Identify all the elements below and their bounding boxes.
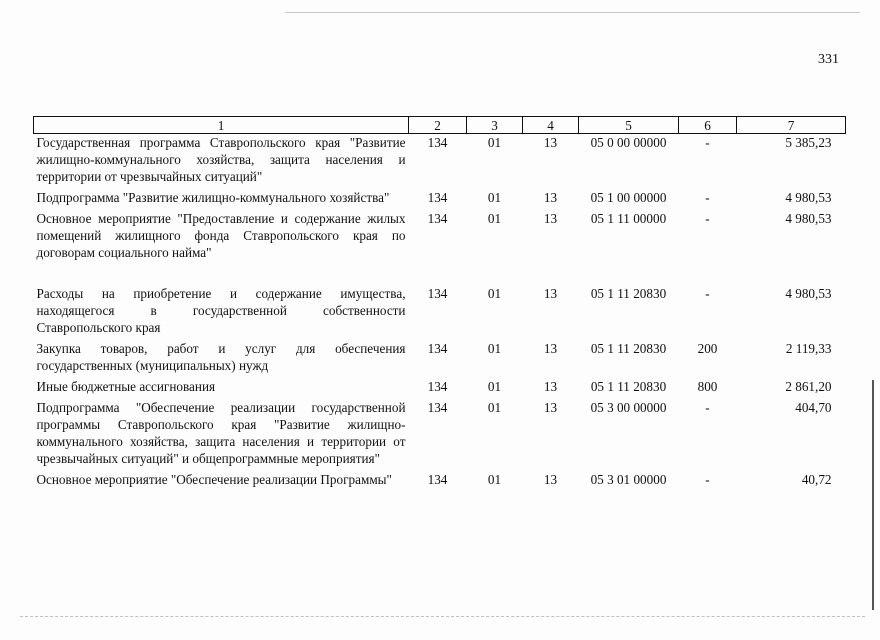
- row-amount: 4 980,53: [785, 211, 832, 226]
- row-name: Основное мероприятие "Предоставление и содержание жилых помещений жилищного фонда Ставропольского края по договорам социального найма": [36, 211, 406, 260]
- table-row: [34, 189, 846, 210]
- row-c4: 13: [543, 190, 558, 205]
- column-header: 5: [579, 117, 679, 134]
- row-name: Закупка товаров, работ и услуг для обеспечения государственных (муниципальных) нужд: [36, 341, 406, 373]
- column-header: 4: [523, 117, 579, 134]
- table-row: [34, 210, 846, 285]
- row-amount: 4 980,53: [785, 190, 832, 205]
- row-name: Расходы на приобретение и содержание имущества, находящегося в государственной собственности Ставропольского края: [36, 286, 406, 335]
- row-name: Иные бюджетные ассигнования: [36, 379, 216, 394]
- column-header: 2: [409, 117, 467, 134]
- row-name: Государственная программа Ставропольского края "Развитие жилищно-коммунального хозяйства, защита населения и территории от чрезвычайных ситуаций": [36, 135, 406, 184]
- row-c3: 01: [487, 472, 502, 487]
- row-c5: 05 1 11 20830: [590, 341, 667, 356]
- row-c6: -: [705, 400, 710, 415]
- row-c2: 134: [427, 211, 448, 226]
- row-c3: 01: [487, 400, 502, 415]
- column-header: 1: [34, 117, 409, 134]
- table-row: [34, 471, 846, 492]
- row-c5: 05 3 01 00000: [590, 472, 667, 487]
- row-c3: 01: [487, 211, 502, 226]
- row-c5: 05 1 11 20830: [590, 286, 667, 301]
- row-c6: 200: [697, 341, 718, 356]
- row-amount: 4 980,53: [785, 286, 832, 301]
- row-amount: 5 385,23: [785, 135, 832, 150]
- row-c2: 134: [427, 135, 448, 150]
- column-header: 6: [679, 117, 737, 134]
- table-row: [34, 378, 846, 399]
- row-c3: 01: [487, 190, 502, 205]
- table-row: [34, 285, 846, 340]
- row-c4: 13: [543, 379, 558, 394]
- row-c5: 05 1 11 20830: [590, 379, 667, 394]
- table-row: [34, 399, 846, 471]
- page-number: 331: [818, 52, 839, 67]
- row-c2: 134: [427, 341, 448, 356]
- row-c2: 134: [427, 400, 448, 415]
- row-c4: 13: [543, 286, 558, 301]
- column-header: 7: [737, 117, 846, 134]
- row-c4: 13: [543, 341, 558, 356]
- row-c5: 05 1 00 00000: [590, 190, 667, 205]
- row-c4: 13: [543, 472, 558, 487]
- row-c2: 134: [427, 472, 448, 487]
- row-c6: -: [705, 211, 710, 226]
- row-c4: 13: [543, 400, 558, 415]
- row-c2: 134: [427, 190, 448, 205]
- row-amount: 404,70: [795, 400, 832, 415]
- row-c5: 05 3 00 00000: [590, 400, 667, 415]
- row-c6: -: [705, 472, 710, 487]
- table-header-row: [34, 117, 846, 134]
- row-amount: 40,72: [801, 472, 832, 487]
- row-c2: 134: [427, 286, 448, 301]
- row-c6: -: [705, 135, 710, 150]
- scan-artifact-top: [285, 12, 860, 13]
- row-c3: 01: [487, 379, 502, 394]
- scan-artifact-bottom: [20, 616, 865, 617]
- row-c4: 13: [543, 211, 558, 226]
- table-row: [34, 340, 846, 378]
- row-c6: -: [705, 190, 710, 205]
- row-c6: 800: [697, 379, 718, 394]
- row-amount: 2 861,20: [785, 379, 832, 394]
- scan-artifact-right: [872, 380, 874, 610]
- row-c6: -: [705, 286, 710, 301]
- row-c2: 134: [427, 379, 448, 394]
- row-c3: 01: [487, 341, 502, 356]
- row-name: Подпрограмма "Обеспечение реализации государственной программы Ставропольского края "Развитие жилищно-коммунального хозяйства, защита населения и территории от чрезвычайных ситуаций" и общепрограммные мероприятия": [36, 400, 406, 466]
- row-name: Подпрограмма "Развитие жилищно-коммунального хозяйства": [36, 190, 390, 205]
- row-amount: 2 119,33: [785, 341, 832, 356]
- row-name: Основное мероприятие "Обеспечение реализации Программы": [36, 472, 392, 487]
- column-header: 3: [467, 117, 523, 134]
- table-row: [34, 134, 846, 190]
- budget-table: [33, 116, 846, 492]
- row-c5: 05 0 00 00000: [590, 135, 667, 150]
- row-c3: 01: [487, 286, 502, 301]
- row-c4: 13: [543, 135, 558, 150]
- row-c3: 01: [487, 135, 502, 150]
- row-c5: 05 1 11 00000: [590, 211, 667, 226]
